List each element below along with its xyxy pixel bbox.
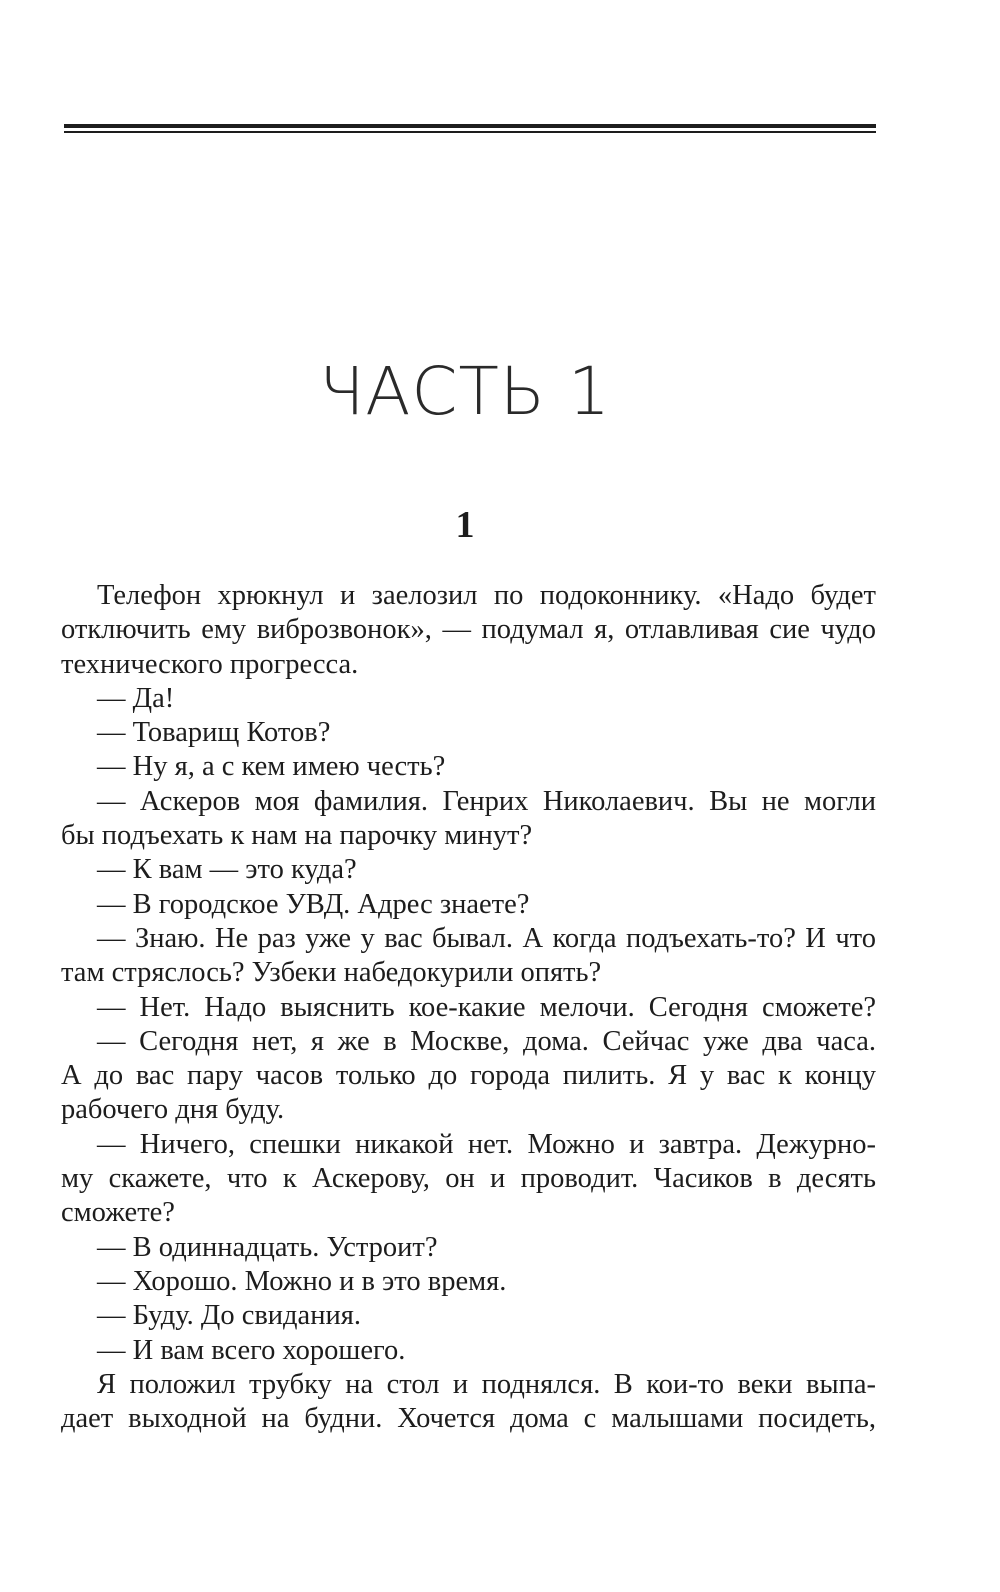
text-line: — И вам всего хорошего.: [97, 1334, 406, 1366]
text-line: — В одиннадцать. Устроит?: [97, 1231, 438, 1263]
text-line: му скажете, что к Аскерову, он и проводит. Часиков в десять: [61, 1163, 876, 1195]
text-line: — К вам — это куда?: [97, 854, 357, 886]
text-line: там стряслось? Узбеки набедокурили опять?: [61, 957, 602, 989]
header-rule-thick: [64, 124, 876, 128]
header-rule-thin: [64, 131, 876, 133]
part-title: ЧАСТЬ 1: [318, 353, 612, 430]
text-line: — Аскеров моя фамилия. Генрих Николаевич. Вы не могли: [97, 785, 876, 817]
text-line: — Нет. Надо выяснить кое-какие мелочи. Сегодня сможете?: [97, 991, 876, 1023]
chapter-number: 1: [455, 504, 475, 546]
text-line: — Сегодня нет, я же в Москве, дома. Сейчас уже два часа.: [97, 1025, 876, 1057]
text-line: Я положил трубку на стол и поднялся. В кои-то веки выпа-: [97, 1368, 876, 1400]
text-line: Телефон хрюкнул и заелозил по подоконнику. «Надо будет: [97, 580, 876, 611]
text-line: технического прогресса.: [61, 648, 359, 680]
body-text: [61, 579, 876, 1436]
text-line: сможете?: [61, 1197, 175, 1229]
text-line: — Товарищ Котов?: [97, 717, 331, 749]
text-line: дает выходной на будни. Хочется дома с малышами посидеть,: [61, 1403, 876, 1435]
text-line: — Знаю. Не раз уже у вас бывал. А когда подъехать-то? И что: [97, 922, 876, 954]
text-line: — Хорошо. Можно и в это время.: [97, 1265, 507, 1297]
text-line: отключить ему виброзвонок», — подумал я, отлавливая сие чудо: [61, 614, 876, 646]
text-line: А до вас пару часов только до города пилить. Я у вас к концу: [61, 1060, 876, 1092]
text-line: — Буду. До свидания.: [97, 1300, 361, 1332]
text-line: — Да!: [97, 682, 175, 714]
text-line: — Ничего, спешки никакой нет. Можно и завтра. Дежурно-: [97, 1128, 876, 1160]
text-line: бы подъехать к нам на парочку минут?: [61, 820, 533, 852]
text-line: рабочего дня буду.: [61, 1094, 285, 1126]
text-line: — В городское УВД. Адрес знаете?: [97, 888, 530, 920]
text-line: — Ну я, а с кем имею честь?: [97, 751, 446, 783]
